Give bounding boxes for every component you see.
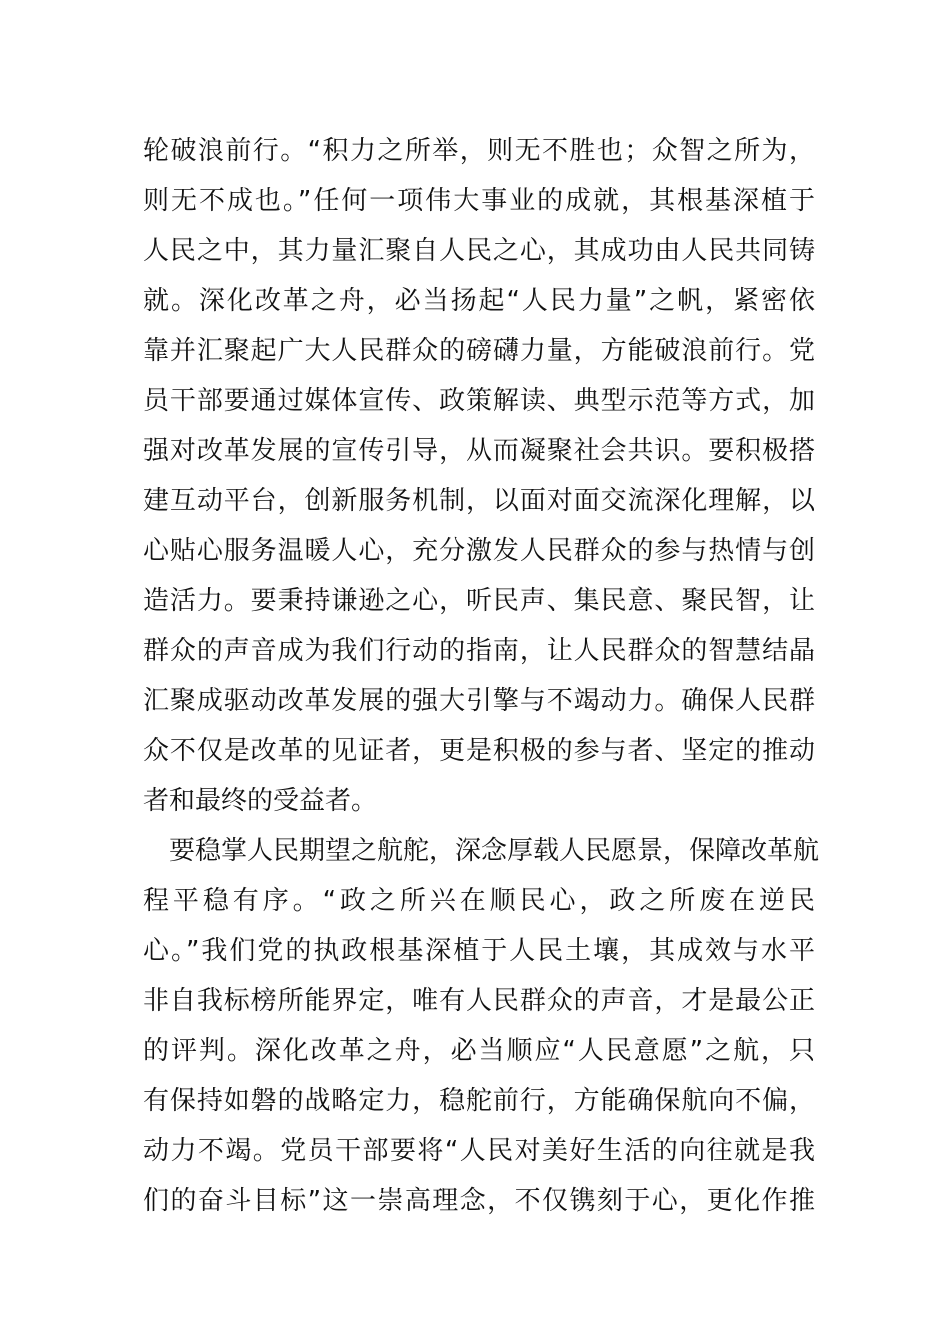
- text-line: 汇聚成驱动改革发展的强大引擎与不竭动力。确保人民群: [143, 686, 815, 716]
- text-line: 人民之中，其力量汇聚自人民之心，其成功由人民共同铸: [143, 236, 815, 266]
- text-line: 要稳掌人民期望之航舵，深念厚载人民愿景，保障改革航: [169, 836, 820, 866]
- paragraph-2: [143, 826, 820, 1226]
- text-line: 靠并汇聚起广大人民群众的磅礴力量，方能破浪前行。党: [143, 336, 815, 366]
- text-line: 则无不成也。”任何一项伟大事业的成就，其根基深植于: [143, 186, 815, 216]
- text-line: 有保持如磐的战略定力，稳舵前行，方能确保航向不偏，: [143, 1086, 815, 1116]
- paragraph-1: [143, 126, 815, 826]
- text-line: 轮破浪前行。“积力之所举，则无不胜也；众智之所为，: [143, 136, 815, 166]
- text-line: 强对改革发展的宣传引导，从而凝聚社会共识。要积极搭: [143, 436, 815, 466]
- text-line: 们的奋斗目标”这一崇高理念，不仅镌刻于心，更化作推: [143, 1186, 815, 1216]
- text-line: 程平稳有序。“政之所兴在顺民心，政之所废在逆民: [143, 886, 815, 916]
- text-line: 动力不竭。党员干部要将“人民对美好生活的向往就是我: [143, 1136, 815, 1166]
- text-line: 心。”我们党的执政根基深植于人民土壤，其成效与水平: [143, 936, 815, 966]
- text-line: 众不仅是改革的见证者，更是积极的参与者、坚定的推动: [143, 736, 815, 766]
- text-line: 造活力。要秉持谦逊之心，听民声、集民意、聚民智，让: [143, 586, 815, 616]
- text-line: 心贴心服务温暖人心，充分激发人民群众的参与热情与创: [143, 536, 815, 566]
- text-line: 的评判。深化改革之舟，必当顺应“人民意愿”之航，只: [143, 1036, 815, 1066]
- text-line: 非自我标榜所能界定，唯有人民群众的声音，才是最公正: [143, 986, 815, 1016]
- text-line: 员干部要通过媒体宣传、政策解读、典型示范等方式，加: [143, 386, 815, 416]
- text-line: 就。深化改革之舟，必当扬起“人民力量”之帆，紧密依: [143, 286, 815, 316]
- document-body: [143, 126, 820, 1226]
- text-line: 建互动平台，创新服务机制，以面对面交流深化理解，以: [143, 486, 815, 516]
- text-line: 群众的声音成为我们行动的指南，让人民群众的智慧结晶: [143, 636, 815, 666]
- text-line: 者和最终的受益者。: [143, 786, 378, 816]
